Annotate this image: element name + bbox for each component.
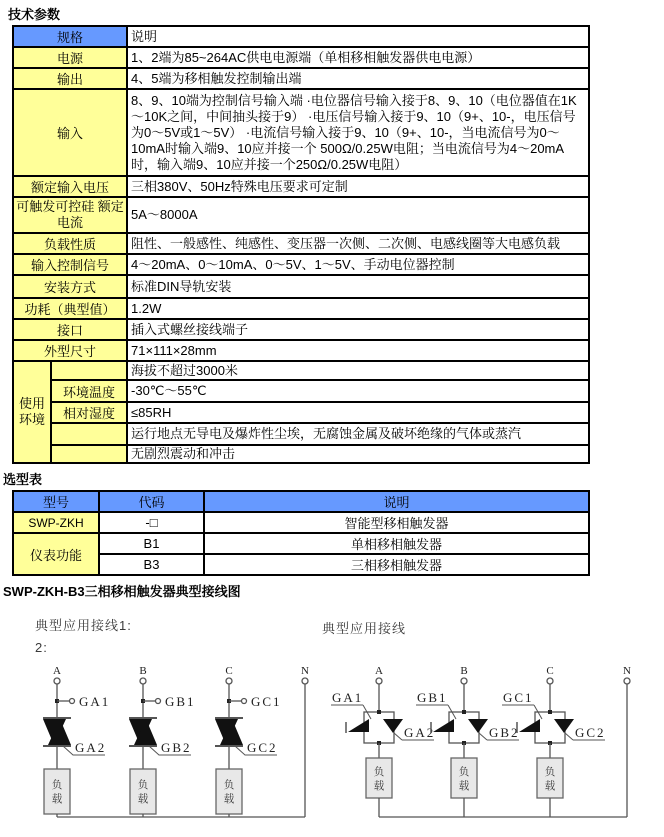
svg-text:负: 负 — [223, 779, 235, 791]
svg-text:A: A — [53, 665, 61, 677]
scr-right-triangle — [468, 719, 488, 733]
tech-params-title: 技术参数 — [8, 7, 61, 22]
svg-text:负: 负 — [373, 766, 385, 778]
gate2-label: GB2 — [161, 740, 192, 755]
table-row — [13, 275, 589, 298]
row-label-dimensions: 外型尺寸 — [13, 340, 127, 361]
env-sub-label-humidity: 相对湿度 — [51, 402, 127, 423]
row-desc-rated-current: 5A～8000A — [127, 197, 589, 233]
scr-left-triangle — [348, 719, 369, 732]
table-row — [13, 254, 589, 275]
load-box — [44, 769, 70, 814]
tech-params-table — [12, 25, 590, 464]
row-label-environment: 使用环境 — [13, 361, 51, 463]
table-row — [13, 423, 589, 445]
svg-text:C: C — [546, 665, 554, 677]
scr-left-triangle — [433, 719, 454, 732]
table-row — [13, 89, 589, 176]
gate2-label: GA2 — [75, 740, 107, 755]
model-column-header: 型号 — [13, 491, 99, 512]
left-diagram-phase-c — [215, 665, 282, 817]
load-box — [451, 758, 477, 798]
gate1-label: GC1 — [503, 690, 534, 705]
row-label-power: 电源 — [13, 47, 127, 68]
row-desc-control-signal: 4～20mA、0～10mA、0～5V、1～5V、手动电位器控制 — [127, 254, 589, 275]
desc-b3-cell: 三相移相触发器 — [204, 554, 589, 575]
table-row — [13, 197, 589, 233]
row-label-interface: 接口 — [13, 319, 127, 340]
svg-text:载: 载 — [373, 780, 385, 792]
desc-column-header: 说明 — [127, 26, 589, 47]
code-b3-cell: B3 — [99, 554, 204, 575]
svg-text:负: 负 — [51, 779, 63, 791]
triac-symbol — [129, 718, 157, 746]
row-label-load-type: 负载性质 — [13, 233, 127, 254]
table-row — [13, 340, 589, 361]
desc-column-header: 说明 — [204, 491, 589, 512]
load-box — [537, 758, 563, 798]
right-diagram-phase-c — [502, 665, 606, 817]
table-row — [13, 402, 589, 423]
row-label-input: 输入 — [13, 89, 127, 176]
scr-left-triangle — [519, 719, 540, 732]
right-diagram-neutral — [379, 665, 631, 817]
code-column-header: 代码 — [99, 491, 204, 512]
svg-text:B: B — [460, 665, 468, 677]
gate2-label: GC2 — [575, 725, 606, 740]
row-label-output: 输出 — [13, 68, 127, 89]
row-label-power-consumption: 功耗（典型值） — [13, 298, 127, 319]
desc-b1-cell: 单相移相触发器 — [204, 533, 589, 554]
env-desc-temperature: -30℃～55℃ — [127, 380, 589, 402]
gate2-label: GA2 — [404, 725, 436, 740]
env-desc-humidity: ≤85RH — [127, 402, 589, 423]
row-desc-power: 1、2端为85~264AC供电电源端（单相移相触发器供电电源） — [127, 47, 589, 68]
table-row — [13, 233, 589, 254]
row-label-rated-voltage: 额定输入电压 — [13, 176, 127, 197]
env-sub-label-dust — [51, 423, 127, 445]
spec-column-header: 规格 — [13, 26, 127, 47]
model-desc-cell: 智能型移相触发器 — [204, 512, 589, 533]
wiring-diagram-title: SWP-ZKH-B3三相移相触发器典型接线图 — [3, 584, 241, 599]
svg-text:载: 载 — [137, 793, 149, 805]
table-row — [13, 68, 589, 89]
gate1-label: GB1 — [165, 694, 196, 709]
model-name-cell: SWP-ZKH — [13, 512, 99, 533]
svg-text:N: N — [301, 665, 309, 677]
wiring-diagram-svg — [0, 602, 664, 837]
table-row — [13, 445, 589, 463]
caption-typical-wiring-2: 2: — [35, 640, 48, 655]
junction-dot — [377, 710, 381, 714]
row-label-mounting: 安装方式 — [13, 275, 127, 298]
gate1-label: GA1 — [332, 690, 364, 705]
table-row — [13, 319, 589, 340]
selection-table-title: 选型表 — [3, 472, 43, 487]
triac-symbol — [215, 718, 243, 746]
svg-text:载: 载 — [544, 780, 556, 792]
svg-text:负: 负 — [137, 779, 149, 791]
model-code-cell: -□ — [99, 512, 204, 533]
left-diagram-phase-a — [43, 665, 110, 817]
scr-right-triangle — [554, 719, 574, 733]
svg-text:B: B — [139, 665, 147, 677]
env-sub-label-vibration — [51, 445, 127, 463]
svg-text:C: C — [225, 665, 233, 677]
gate2-label: GB2 — [489, 725, 520, 740]
load-box — [366, 758, 392, 798]
env-desc-altitude: 海拔不超过3000米 — [127, 361, 589, 380]
gate1-label: GA1 — [79, 694, 111, 709]
row-desc-mounting: 标准DIN导轨安装 — [127, 275, 589, 298]
table-row — [13, 533, 589, 554]
row-desc-output: 4、5端为移相触发控制输出端 — [127, 68, 589, 89]
load-box — [130, 769, 156, 814]
junction-dot — [462, 710, 466, 714]
table-row — [13, 512, 589, 533]
function-label-cell: 仪表功能 — [13, 533, 99, 575]
env-sub-label-temperature: 环境温度 — [51, 380, 127, 402]
gate1-label: GB1 — [417, 690, 448, 705]
gate2-label: GC2 — [247, 740, 278, 755]
svg-text:载: 载 — [223, 793, 235, 805]
row-label-rated-current: 可触发可控硅 额定电流 — [13, 197, 127, 233]
svg-text:负: 负 — [458, 766, 470, 778]
svg-text:A: A — [375, 665, 383, 677]
env-sub-label-altitude — [51, 361, 127, 380]
table-row — [13, 47, 589, 68]
table-row — [13, 361, 589, 380]
env-desc-dust: 运行地点无导电及爆炸性尘埃，无腐蚀金属及破坏绝缘的气体或蒸汽 — [127, 423, 589, 445]
svg-text:载: 载 — [458, 780, 470, 792]
table-header-row — [13, 491, 589, 512]
right-diagram-phase-a — [331, 665, 435, 817]
left-diagram-phase-b — [129, 665, 196, 817]
row-desc-rated-voltage: 三相380V、50Hz特殊电压要求可定制 — [127, 176, 589, 197]
load-box — [216, 769, 242, 814]
gate1-label: GC1 — [251, 694, 282, 709]
junction-dot — [548, 710, 552, 714]
row-desc-dimensions: 71×111×28mm — [127, 340, 589, 361]
table-header-row — [13, 26, 589, 47]
svg-text:N: N — [623, 665, 631, 677]
selection-table — [12, 490, 590, 576]
wiring-diagram-area — [0, 602, 664, 837]
row-label-control-signal: 输入控制信号 — [13, 254, 127, 275]
code-b1-cell: B1 — [99, 533, 204, 554]
row-desc-power-consumption: 1.2W — [127, 298, 589, 319]
table-row — [13, 298, 589, 319]
scr-right-triangle — [383, 719, 403, 733]
svg-text:载: 载 — [51, 793, 63, 805]
row-desc-load-type: 阻性、一般感性、纯感性、变压器一次侧、二次侧、电感线圈等大电感负载 — [127, 233, 589, 254]
row-desc-interface: 插入式螺丝接线端子 — [127, 319, 589, 340]
svg-text:负: 负 — [544, 766, 556, 778]
triac-symbol — [43, 718, 71, 746]
env-desc-vibration: 无剧烈震动和冲击 — [127, 445, 589, 463]
table-row — [13, 380, 589, 402]
table-row — [13, 176, 589, 197]
table-row — [13, 554, 589, 575]
row-desc-input: 8、9、10端为控制信号输入端 ·电位器信号输入接于8、9、10（电位器值在1K～10K之间，中间抽头接于9） ·电压信号输入接于9、10（9+、10-，电压信号为0～5V或1～5V） ·电流信号输入接于9、10（9+、10-，当电流信号为0～10mA时输入端9、10应并接一个 500Ω/0.25W电阻；当电流信号为4～20mA时，输入端9、10应并接一个250Ω/0.25W电阻） — [127, 89, 589, 176]
caption-typical-wiring-right: 典型应用接线 — [322, 621, 407, 636]
right-diagram-phase-b — [416, 665, 520, 817]
caption-typical-wiring-1: 典型应用接线1: — [35, 618, 132, 633]
